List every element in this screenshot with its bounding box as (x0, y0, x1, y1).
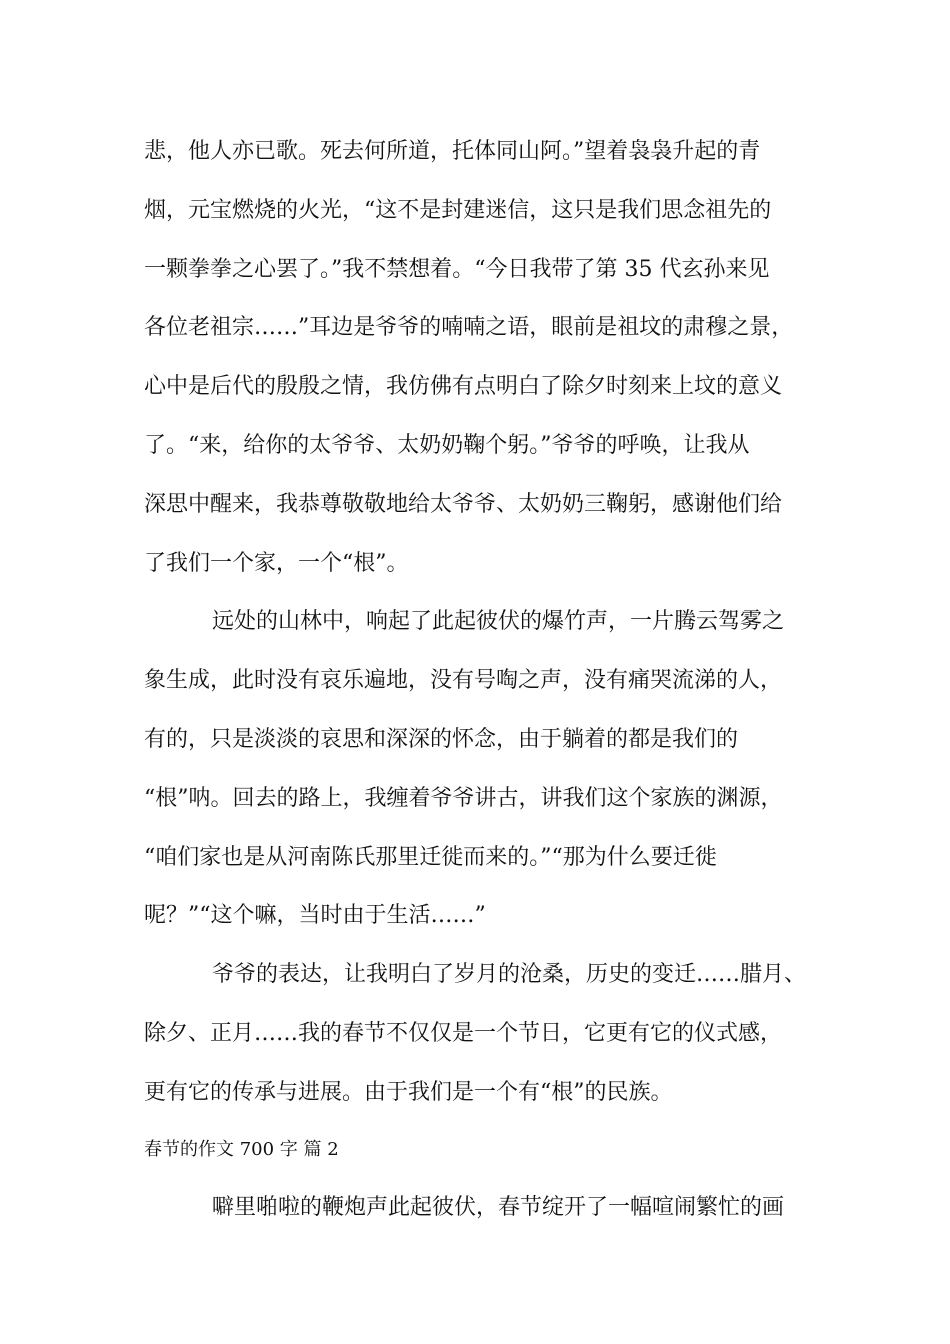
text-line: 呢？”“这个嘛，当时由于生活……” (144, 903, 486, 928)
text-line: 有的，只是淡淡的哀思和深深的怀念，由于躺着的都是我们的 (144, 727, 739, 752)
text-line: 了。“来，给你的太爷爷、太奶奶鞠个躬。”爷爷的呼唤，让我从 (144, 433, 750, 458)
text-line: 远处的山林中，响起了此起彼伏的爆竹声，一片腾云驾雾之 (212, 609, 785, 634)
text-line: 各位老祖宗……”耳边是爷爷的喃喃之语，眼前是祖坟的肃穆之景， (144, 315, 794, 340)
text-line: 噼里啪啦的鞭炮声此起彼伏，春节绽开了一幅喧闹繁忙的画 (212, 1195, 785, 1220)
text-line: 了我们一个家，一个“根”。 (144, 551, 409, 576)
text-line: 心中是后代的殷殷之情，我仿佛有点明白了除夕时刻来上坟的意义 (144, 374, 783, 399)
text-line: 爷爷的表达，让我明白了岁月的沧桑，历史的变迁……腊月、 (212, 962, 807, 987)
text-line: 烟，元宝燃烧的火光，“这不是封建迷信，这只是我们思念祖先的 (144, 198, 772, 223)
text-line: 除夕、正月……我的春节不仅仅是一个节日，它更有它的仪式感， (144, 1021, 783, 1046)
text-line: “咱们家也是从河南陈氏那里迁徙而来的。”“那为什么要迁徙 (144, 845, 717, 870)
text-line: “根”呐。回去的路上，我缠着爷爷讲古，讲我们这个家族的渊源， (144, 786, 783, 811)
text-line: 悲，他人亦已歌。死去何所道，托体同山阿。”望着袅袅升起的青 (144, 139, 761, 164)
text-line: 一颗拳拳之心罢了。”我不禁想着。“今日我带了第 35 代玄孙来见 (144, 257, 770, 282)
text-line: 象生成，此时没有哀乐遍地，没有号啕之声，没有痛哭流涕的人， (144, 668, 783, 693)
text-line: 更有它的传承与进展。由于我们是一个有“根”的民族。 (144, 1080, 673, 1105)
text-line: 深思中醒来，我恭尊敬敬地给太爷爷、太奶奶三鞠躬，感谢他们给 (144, 492, 783, 517)
section-heading: 春节的作文 700 字 篇 2 (144, 1139, 339, 1160)
